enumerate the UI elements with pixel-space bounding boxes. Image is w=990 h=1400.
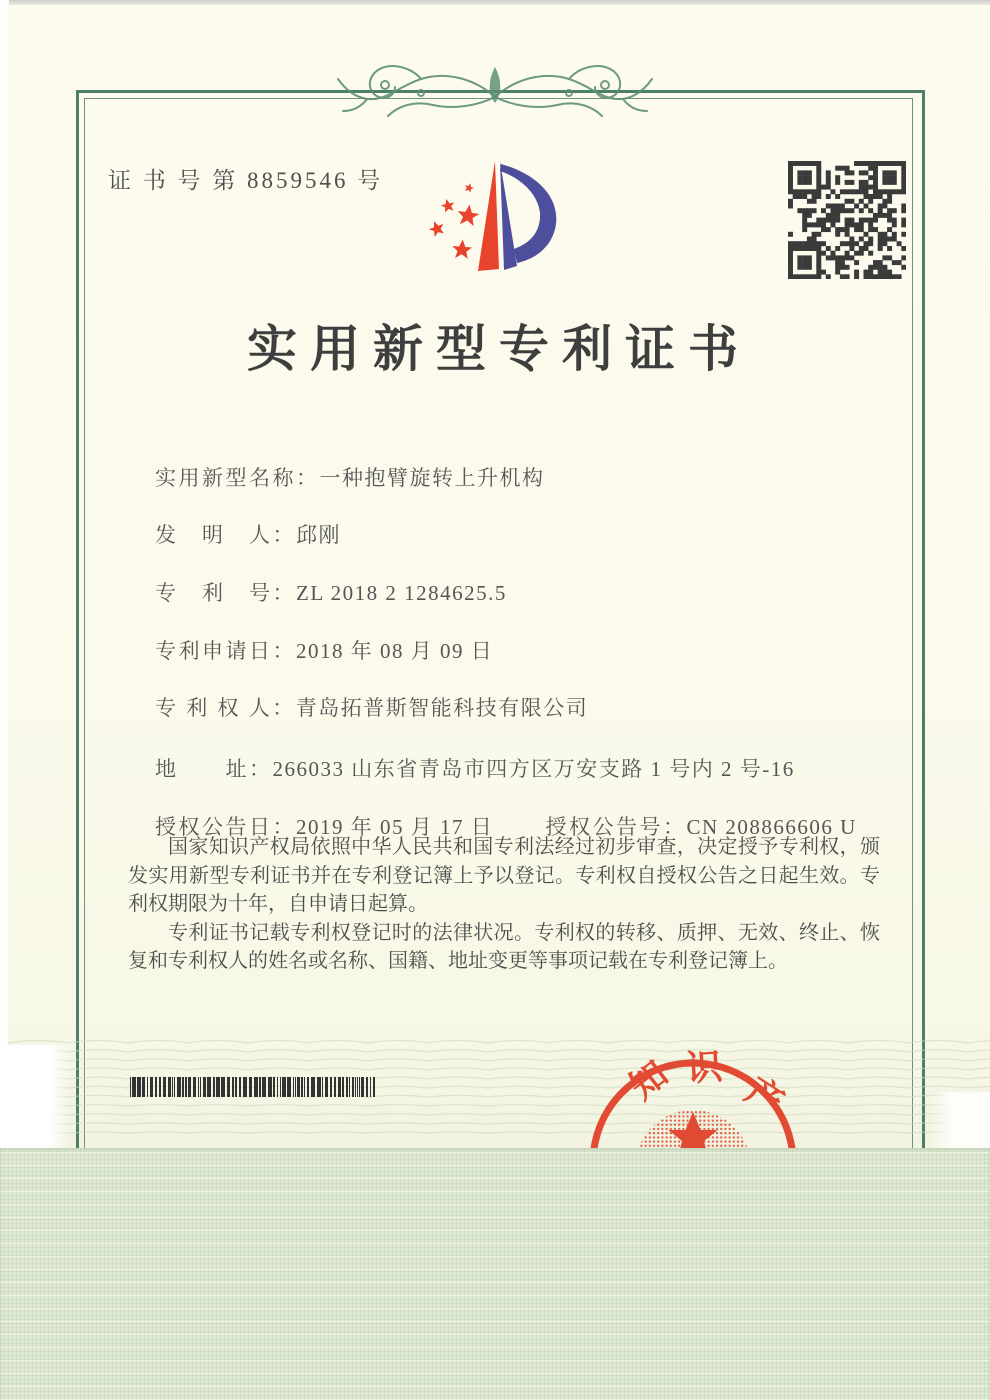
field-value: 2019 年 05 月 17 日 (296, 815, 494, 839)
field-value: 一种抱臂旋转上升机构 (319, 466, 545, 490)
field-value: 青岛拓普斯智能科技有限公司 (295, 696, 589, 720)
barcode (128, 1077, 380, 1097)
field-value: 266033 山东省青岛市四方区万安支路 1 号内 2 号-16 (272, 757, 795, 781)
field-label: 地 址： (155, 757, 273, 781)
field-label: 专利申请日： (155, 639, 296, 663)
field-label: 专 利 权 人： (155, 696, 296, 720)
field-label: 授权公告日： (155, 815, 296, 839)
cnipa-logo-icon (400, 139, 580, 299)
border-flourish-decoration (325, 49, 665, 134)
field-label: 发 明 人： (155, 523, 296, 547)
field-value: CN 208866606 U (686, 815, 857, 839)
qr-code (788, 161, 906, 279)
field-label: 实用新型名称： (155, 466, 320, 490)
legal-paragraph-grant: 国家知识产权局依照中华人民共和国专利法经过初步审查，决定授予专利权，颁发实用新型专利证书并在专利登记簿上予以登记。专利权自授权公告之日起生效。专利权期限为十年，自申请日起算。 (128, 836, 880, 915)
certificate-paper (8, 5, 990, 1148)
certificate-title: 实用新型专利证书 (247, 321, 751, 377)
backing-paper-band (0, 1148, 990, 1400)
field-value: 邱刚 (296, 523, 341, 547)
official-seal (560, 1035, 830, 1148)
seal-char: 产 (738, 1070, 791, 1124)
field-label: 专 利 号： (155, 581, 296, 605)
seal-char: 识 (684, 1046, 724, 1089)
legal-paragraph-register: 专利证书记载专利权登记时的法律状况。专利权的转移、质押、无效、终止、恢复和专利权人的姓名或名称、国籍、地址变更等事项记载在专利登记簿上。 (128, 921, 880, 972)
seal-char: 知 (622, 1053, 676, 1108)
field-value: 2018 年 08 月 09 日 (296, 639, 494, 663)
scan-white-corner-right (928, 1092, 990, 1148)
legal-paragraphs (128, 833, 880, 976)
certificate-number: 证 书 号 第 8859546 号 (108, 168, 384, 193)
scan-white-corner-left (0, 1045, 70, 1148)
field-value: ZL 2018 2 1284625.5 (296, 581, 507, 605)
field-label: 授权公告号： (545, 815, 687, 839)
